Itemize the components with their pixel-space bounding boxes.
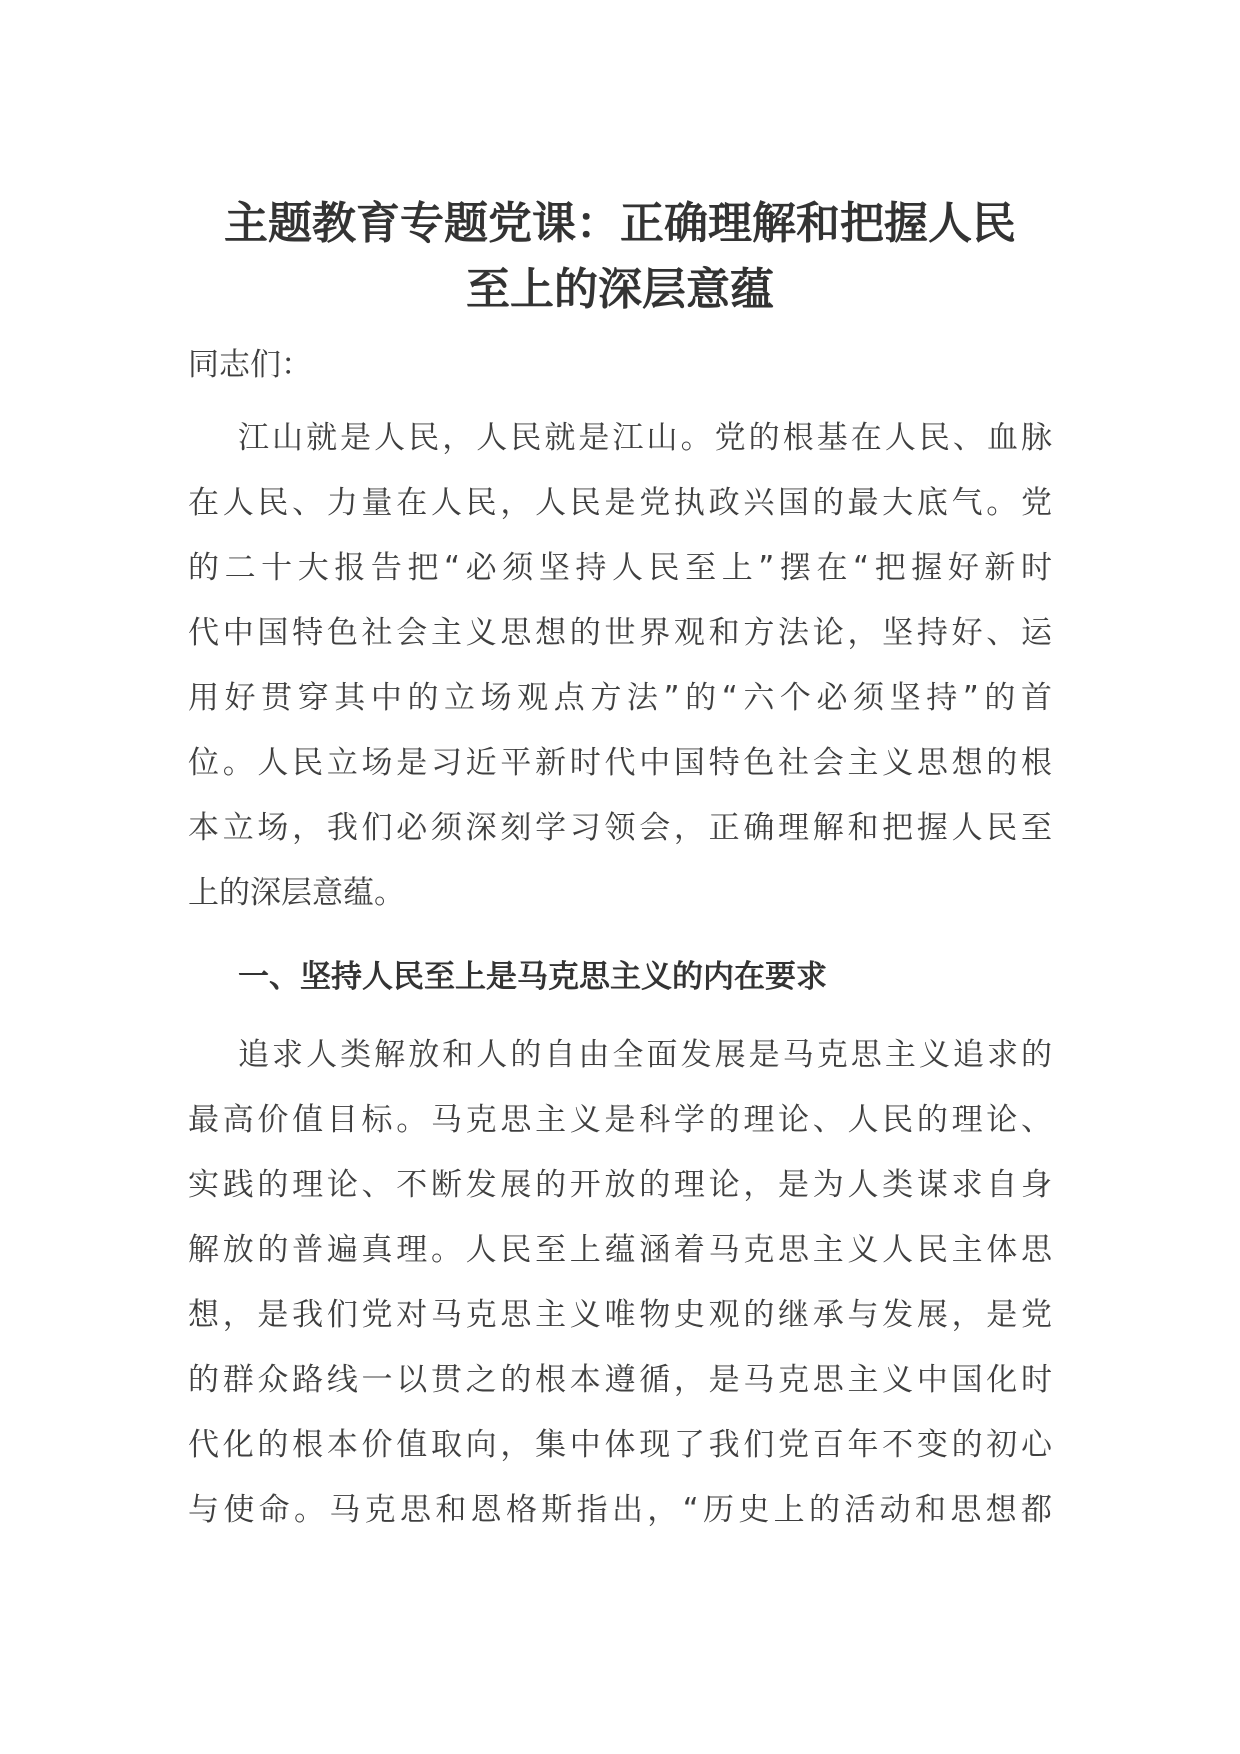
- salutation: 同志们：: [188, 347, 312, 383]
- paragraph-1-line: 代中国特色社会主义思想的世界观和方法论，坚持好、运: [188, 615, 1052, 651]
- paragraph-1-line: 用好贯穿其中的立场观点方法”的“六个必须坚持”的首: [188, 680, 1052, 716]
- paragraph-2-line: 解放的普遍真理。人民至上蕴涵着马克思主义人民主体思: [188, 1232, 1052, 1268]
- paragraph-2-line: 追求人类解放和人的自由全面发展是马克思主义追求的: [238, 1037, 1052, 1073]
- paragraph-1-line: 本立场，我们必须深刻学习领会，正确理解和把握人民至: [188, 810, 1052, 846]
- paragraph-2-line: 的群众路线一以贯之的根本遵循，是马克思主义中国化时: [188, 1362, 1052, 1398]
- paragraph-2-line: 实践的理论、不断发展的开放的理论，是为人类谋求自身: [188, 1167, 1052, 1203]
- paragraph-1-line: 江山就是人民，人民就是江山。党的根基在人民、血脉: [238, 420, 1052, 456]
- paragraph-1-line: 位。人民立场是习近平新时代中国特色社会主义思想的根: [188, 745, 1052, 781]
- paragraph-1-line: 的二十大报告把“必须坚持人民至上”摆在“把握好新时: [188, 550, 1052, 586]
- paragraph-1-line: 在人民、力量在人民，人民是党执政兴国的最大底气。党: [188, 485, 1052, 521]
- paragraph-2-line: 最高价值目标。马克思主义是科学的理论、人民的理论、: [188, 1102, 1052, 1138]
- document-title-line-1: 主题教育专题党课：正确理解和把握人民: [224, 198, 1016, 249]
- section-heading: 一、坚持人民至上是马克思主义的内在要求: [238, 959, 827, 995]
- paragraph-1-line: 上的深层意蕴。: [188, 875, 405, 911]
- paragraph-2-line: 想，是我们党对马克思主义唯物史观的继承与发展，是党: [188, 1297, 1052, 1333]
- paragraph-2-line: 与使命。马克思和恩格斯指出，“历史上的活动和思想都: [188, 1492, 1052, 1528]
- document-title-line-2: 至上的深层意蕴: [466, 264, 774, 315]
- paragraph-2-line: 代化的根本价值取向，集中体现了我们党百年不变的初心: [188, 1427, 1052, 1463]
